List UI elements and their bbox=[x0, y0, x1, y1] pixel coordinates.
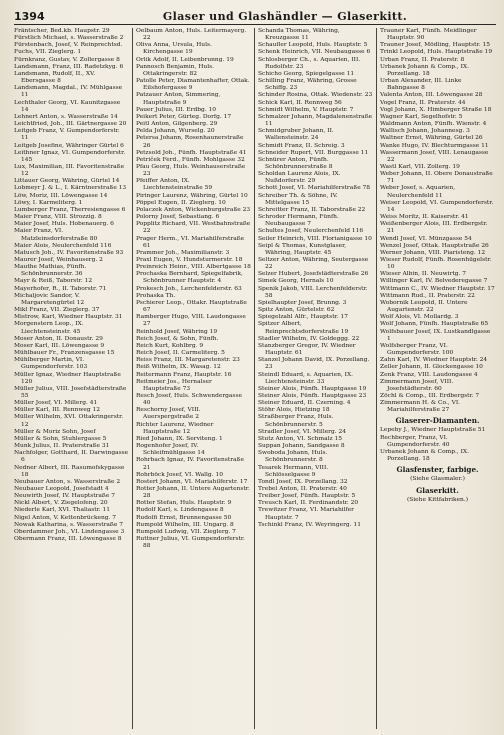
directory-entry: Weiser Leopold, VI. Gumpendorferstr. 14 bbox=[380, 199, 494, 213]
directory-entry: Vogel Franz, II. Praterstr. 44 bbox=[380, 99, 466, 106]
directory-entry: Schreiber Th. & Söhne, IV. Mittelgasse 15 bbox=[258, 192, 338, 206]
directory-entry: Neuwirth Josef, IV. Hauptstraße 7 bbox=[14, 493, 115, 500]
directory-entry: Schott Josef, VI. Mariahilferstraße 78 bbox=[258, 185, 371, 192]
directory-entry: Maier Franz, VIII. Strozzig. 8 bbox=[14, 214, 102, 221]
directory-entry: Steiner Alois, Fünfh. Hauptgasse 19 bbox=[258, 385, 367, 392]
section-note-kitt: (Siehe Kittfabriken.) bbox=[406, 496, 469, 503]
directory-entry: Rohrböck Josef, VI. Wallg. 10 bbox=[136, 471, 223, 478]
directory-entry: Wallisch Johann, Johannesg. 3 bbox=[380, 128, 470, 135]
directory-entry: Schick Karl, II. Rennweg 56 bbox=[258, 99, 342, 106]
directory-entry: Zimmermann Josef, VIII. Josefstädterstr. 60 bbox=[380, 378, 454, 392]
directory-entry: Weißenberger Alois, III. Erdbergstr. 21 bbox=[380, 221, 488, 235]
directory-entry: Löw, Moriz, III. Löwengasse 14 bbox=[14, 192, 108, 199]
directory-entry: Richter Laurenz, Wiedner Hauptstraße 12 bbox=[136, 421, 214, 435]
directory-entry: Steiner Eduard, II. Czerning. 4 bbox=[258, 400, 351, 407]
directory-entry: Tondl Josef, IX. Porzellang. 32 bbox=[258, 478, 348, 485]
directory-entry: Schultes Josef, Neulerchenfeld 116 bbox=[258, 228, 364, 235]
directory-entry: Maurer Josef, Weinhauserg. 2 bbox=[14, 257, 103, 263]
directory-entry: Preinreich Heinr., VIII. Albertgasse 18 bbox=[136, 264, 251, 271]
directory-entry: Obermann Franz, III. Löwengasse 8 bbox=[14, 536, 122, 543]
page-number: 1394 bbox=[14, 10, 45, 23]
directory-entry: Schroder Hermann, Fünfh. Neubaugasse 7 bbox=[258, 214, 339, 228]
directory-entry: Reitmeier Jos., Hernalser Hauptstraße 73 bbox=[136, 378, 212, 392]
directory-entry: Zöchl & Comp., III. Erdbergstr. 7 bbox=[380, 392, 480, 399]
directory-entry: Wolf Johann, Fünfh. Hauptstraße 65 bbox=[380, 321, 489, 328]
directory-entry: Urbanek Johann & Comp., IX. Porzellang. 18 bbox=[380, 448, 469, 463]
directory-entry: Wenzel Josef, Ottak. Hauptstraße 26 bbox=[380, 242, 489, 249]
section-title-diamanten: Glaserer-Diamanten. bbox=[395, 416, 480, 426]
directory-entry: Seltzer Anton, Währing, Seutergasse 22 bbox=[258, 257, 369, 271]
running-title: Glaser und Glashändler — Glaserkitt. bbox=[162, 10, 408, 23]
directory-entry: Morgenstern Leop., IX. Liechtensteinstr. 45 bbox=[14, 321, 84, 335]
directory-entry: Rotter Stefan, Huls. Hauptstr. 9 bbox=[136, 500, 232, 507]
directory-entry: Maier Josef, Huls. Hobenauerg. 6 bbox=[14, 221, 114, 228]
directory-entry: Neubauer Leopold, Josefstadt 4 bbox=[14, 486, 109, 492]
directory-entry: Löwy, I. Karmeliterg. 1 bbox=[14, 199, 83, 206]
directory-entry: Piringer Laurenz, Währing, Gürtel 10 bbox=[136, 192, 248, 199]
directory-entry: Nowak Katharina, s. Wasserstraße 7 bbox=[14, 521, 123, 528]
directory-entry: Ramberger Hugo, VIII. Laudongasse 27 bbox=[136, 314, 246, 328]
directory-entry: Spiegelzahl Alfr., Hauptstr. 17 bbox=[258, 314, 348, 321]
directory-entry: Müller Wilhelm, XVI. Ottakringerstr. 12 bbox=[14, 414, 124, 428]
directory-entry: Prokesch Joh., Lerchenfelderstr. 63 bbox=[136, 285, 242, 292]
directory-entry: Müller Julius, VIII. Josefstädterstraße 55 bbox=[14, 385, 127, 399]
directory-entry: Müller & Moriz Sohn, Josef bbox=[14, 428, 96, 435]
directory-entry: Müller & Sohn, Stuhlergasse 5 bbox=[14, 435, 107, 442]
directory-column-3 bbox=[254, 28, 376, 729]
directory-entry: Nachfolger, Gotthard, II. Darwingasse 6 bbox=[14, 450, 129, 464]
directory-entry: Mistrow, Karl, Wiedner Hauptstr. 31 bbox=[14, 314, 123, 321]
directory-entry: Maier Alois, Neulerchenfeld 116 bbox=[14, 242, 112, 249]
directory-entry: Petzsold Joh., Fünfh. Hauptstraße 41 bbox=[136, 149, 247, 156]
directory-entry: Nickl Albert, V. Ziegelofeng. 20 bbox=[14, 500, 108, 507]
directory-entry: Reich Kurt, Kohlbrg. 9 bbox=[136, 342, 204, 349]
directory-entry: Mikl Franz, VII. Zieglerg. 37 bbox=[14, 307, 100, 314]
directory-entry: Valenta Anton, III. Löwengasse 28 bbox=[380, 92, 483, 99]
directory-entry: Simek Georg, Hernals 10 bbox=[258, 278, 334, 285]
directory-entry: Nigel Anton, V. Kettenbrückeng. 7 bbox=[14, 514, 117, 521]
directory-entry: Leitgeb Josefine, Währinger Gürtel 6 bbox=[14, 142, 124, 149]
directory-entry: Schmidgruber Johann, II. Wallensteinstr. 24 bbox=[258, 128, 334, 142]
directory-entry: Neubauer Anton, s. Wasserstraße 2 bbox=[14, 478, 121, 485]
directory-entry: Willinger Karl, IV. Belvederegasse 7 bbox=[380, 278, 488, 285]
directory-entry: Leitgeb Franz, V. Gumpendorferstr. 11 bbox=[14, 128, 120, 142]
directory-entry: Zeller Johann, II. Glockengasse 10 bbox=[380, 364, 483, 371]
directory-entry: Pfau Georg, Huls. Weinhauserstraße 23 bbox=[136, 163, 246, 178]
directory-entry: Waltner Ernst, Währing, Gürtel 26 bbox=[380, 135, 483, 142]
directory-entry: Spielhaupter Josef, Brunng. 3 bbox=[258, 299, 347, 306]
directory-entry: Vogl Johann, X. Himberger Straße 18 bbox=[380, 106, 492, 113]
directory-entry: Niederle Karl, XVI. Thaliastr. 11 bbox=[14, 507, 111, 514]
directory-entry: Pauer Julius, III. Erdbg. 10 bbox=[136, 106, 217, 113]
directory-entry: Schmalzer Johann, Magdalenenstraße 11 bbox=[258, 113, 373, 128]
directory-entry: Schaufler Leopold, Huls. Hauptstr. 5 bbox=[258, 42, 368, 49]
page-header bbox=[14, 8, 496, 25]
directory-entry: Stanzel Johann David, IX. Porzellang. 23 bbox=[258, 357, 370, 371]
directory-entry: Ruttner Julius, VI. Gumpendorferstr. 88 bbox=[136, 536, 245, 550]
directory-entry: Rudolf Karl, s. Lindengasse 8 bbox=[136, 507, 224, 514]
directory-entry: Fürstenbach, Josef, V. Reinprechtsd. bbox=[14, 42, 123, 49]
directory-entry: Stadler Wilhelm, IV. Goldeggg. 22 bbox=[258, 335, 360, 342]
directory-columns bbox=[14, 28, 498, 729]
directory-entry: Schneider Rupert, VII. Burggasse 11 bbox=[258, 149, 369, 156]
directory-entry: Urbanek Johann & Comp., IX. Porzellang. 18 bbox=[380, 63, 469, 77]
directory-entry: Steindl Eduard, s. Aquarien, IX. Liechtensteinstr. 33 bbox=[258, 371, 354, 385]
directory-entry: Stradler Josef, VI. Millerg. 24 bbox=[258, 428, 347, 435]
directory-entry: Müller Josef, VI. Millerg. 41 bbox=[14, 400, 98, 407]
section-title-kitt: Glaserkitt. bbox=[416, 485, 459, 495]
directory-entry: Landsmann, Magdal., IV. Mühlgasse 11 bbox=[14, 85, 123, 99]
directory-entry: Zahn Karl, IV. Wiedner Hauptstr. 24 bbox=[380, 357, 488, 364]
directory-entry: Petriček Ferd., Fünfh. Mohlgasse 32 bbox=[136, 156, 245, 163]
directory-entry: Schlosberger Ch., s. Aquarien, III. Rudolfstr. 23 bbox=[258, 56, 361, 70]
directory-entry: Schilling Franz, Währing, Grosse Schiffg. 23 bbox=[258, 78, 357, 92]
directory-entry: Wastl Karl, VII. Zollerg. 19 bbox=[380, 163, 460, 170]
directory-entry: Reschorny Josef, VIII. Auerspergstraße 2 bbox=[136, 407, 201, 421]
directory-entry: Wolf Alois, VI. Mollardg. 3 bbox=[380, 314, 459, 321]
directory-entry: Schanda Thomas, Währing, Kreuzgasse 11 bbox=[258, 28, 340, 42]
directory-entry: Polorny Josef, Sebastiang. 6 bbox=[136, 214, 220, 221]
section-title-farbige: Glasfenster, farbige. bbox=[396, 465, 479, 475]
directory-entry: Peikert Peter, Gürteg. Dorfg. 17 bbox=[136, 113, 232, 120]
directory-entry: Straßberger Franz, Huls. Schönbrunnerstr. 5 bbox=[258, 414, 334, 428]
directory-entry: Treusch Karl, II. Ferdinandstr. 20 bbox=[258, 500, 359, 507]
directory-entry: Waldmann Anton, Fünfh. Wienstr. 4 bbox=[380, 121, 487, 128]
directory-entry: Wanke Hugo, IV. Blechturmgasse 11 bbox=[380, 142, 489, 149]
directory-column-1 bbox=[14, 28, 132, 729]
directory-entry: Prager Herm., VI. Mariahilferstraße 61 bbox=[136, 235, 245, 249]
directory-column-4 bbox=[376, 28, 498, 729]
directory-entry: Scholdan Laurenz Alois, IX. Nußdorferstr. 29 bbox=[258, 171, 341, 185]
directory-entry: Littauer Georg, Währing, Gürtel 14 bbox=[14, 178, 120, 185]
directory-entry: Zimmermann H. & Co., VI. Mariahilferstraße 27 bbox=[380, 400, 461, 414]
directory-entry: Reitermann Franz, Hauptstr. 16 bbox=[136, 371, 232, 378]
directory-entry: Munk Julius, II. Praterstraße 31 bbox=[14, 443, 110, 450]
directory-entry: Leithner Ignaz, VI. Gumpendorferstr. 145 bbox=[14, 149, 126, 163]
directory-entry: Urban Franz, II. Praterstr. 8 bbox=[380, 56, 465, 63]
directory-entry: Pannosch Benjamin, Huls. Ottakringerstr. 82 bbox=[136, 63, 214, 77]
directory-entry: Oelbaum Anton, Huls. Leitermayerg. 22 bbox=[136, 28, 247, 42]
directory-entry: Rumpold Ludwig, VII. Zieglerg. 7 bbox=[136, 528, 236, 535]
directory-entry: Lobmeyr J. & L., I. Kärntnerstraße 13 bbox=[14, 185, 127, 192]
directory-entry: Stutz Anton, VI. Schmalz 15 bbox=[258, 435, 342, 442]
directory-entry: Schreitter Franz, II. Taborstraße 22 bbox=[258, 206, 366, 213]
directory-entry: Ried Johann, IX. Serviteng. 1 bbox=[136, 435, 223, 442]
directory-entry: Moser Anton, II. Donaustr. 29 bbox=[14, 335, 103, 342]
directory-entry: Lux, Maximilian, III. Favoritenstraße 12 bbox=[14, 163, 125, 178]
directory-entry: Swoboda Johann, Huls. Schönbrunnerstr. 8 bbox=[258, 450, 328, 464]
directory-entry: Trauner Karl, Fünfh. Meidlinger Hauptstr. 90 bbox=[380, 28, 477, 42]
directory-entry: Moser Karl, III. Löwengasse 9 bbox=[14, 342, 105, 349]
directory-entry: Reinhold Josef, Währing 19 bbox=[136, 328, 218, 335]
directory-entry: Rostert Johann, VI. Mariahilferstr. 17 bbox=[136, 478, 248, 485]
directory-entry: Prochaska Bernhard, Spiegelfabrik, Schönbrunner Hauptstr. 4 bbox=[136, 271, 243, 285]
directory-entry: Spitz Anton, Gürtelstr. 62 bbox=[258, 307, 335, 314]
directory-entry: Trinkl Leopold, Huls. Hauptstraße 19 bbox=[380, 49, 493, 56]
directory-entry: Schmidt Wilhelm, V. Hauptstr. 7 bbox=[258, 106, 354, 113]
directory-entry: Mayerhofer, R., II. Taborstr. 71 bbox=[14, 285, 107, 292]
directory-entry: Steiner Alois, Fünfh. Hauptgasse 23 bbox=[258, 392, 367, 399]
directory-entry: Rechberger, Franz, VI. Gumpendorferstr. 40 bbox=[380, 434, 450, 448]
directory-entry: Wieser Rudolf, Fünfh. Rosenhügelstr. 10 bbox=[380, 257, 492, 271]
directory-entry: Fürnkranz, Gustav, V. Zollergasse 8 bbox=[14, 56, 120, 63]
directory-entry: Prohaska Th. bbox=[136, 292, 176, 299]
directory-entry: Oliva Anna, Ursula, Huls. Kirchengasse 19 bbox=[136, 42, 212, 56]
directory-entry: Pöppel Eugen, II. Zieglerg. 10 bbox=[136, 199, 226, 206]
directory-entry: Schmidt Franz, II. Schreig. 3 bbox=[258, 142, 345, 149]
directory-entry: Trewitzer Franz, VI. Mariahilfer Hauptstr. 7 bbox=[258, 507, 354, 521]
directory-entry: Werner Johann, VIII. Piaristeng. 12 bbox=[380, 249, 486, 256]
directory-entry: Trauner Josef, Mödling, Hauptstr. 15 bbox=[380, 42, 490, 49]
directory-entry: Seiler Heinrich, VIII. Florianigasse 10 bbox=[258, 235, 372, 242]
directory-entry: Praxl Eugen, V. Hundsturmerstr. 18 bbox=[136, 257, 243, 263]
directory-entry: Nedner Albert, III. Rasumofskygasse 18 bbox=[14, 464, 125, 478]
column-4-entries bbox=[380, 28, 495, 414]
directory-entry: Pschierer Leop., Ottakr. Hauptstraße 67 bbox=[136, 299, 247, 314]
directory-entry: Schicho Georg, Spiegelgasse 11 bbox=[258, 70, 355, 77]
directory-entry: Weber Josef, s. Aquarien, Neulerchenfeld 11 bbox=[380, 185, 456, 199]
directory-entry: Wagner Karl, Segelhofstr. 5 bbox=[380, 113, 463, 120]
directory-entry: Michaljovic Sandor, V. Margaretengürtel 12 bbox=[14, 292, 85, 306]
directory-entry: Suppan Johann, Sandgasse 8 bbox=[258, 443, 345, 450]
directory-entry: Rumpold Wilhelm, III. Ungarg. 8 bbox=[136, 521, 234, 528]
directory-entry: Tesarek Hermann, VIII. Schlösselgasse 9 bbox=[258, 464, 329, 478]
directory-entry: Lumberger Franz, Therresiengasse 6 bbox=[14, 206, 126, 213]
directory-column-2 bbox=[132, 28, 254, 729]
directory-entry: Wobornik Leopold, II. Untere Augartenstr. 22 bbox=[380, 299, 468, 314]
directory-entry: Schenk Heinrich, VII. Neubaugasse 6 bbox=[258, 49, 371, 56]
directory-entry: Mühlberger Martin, VI. Gumpendorferstr. 103 bbox=[14, 357, 88, 371]
section-note-farbige: (Siehe Glasmaler.) bbox=[410, 476, 465, 483]
directory-entry: Wolfsbauer Josef, IX. Lustkandlgasse 1 bbox=[380, 328, 491, 342]
directory-entry: Zenk Franz, VIII. Laudongasse 4 bbox=[380, 371, 478, 378]
directory-entry: Matusch Joh., IV. Favoritenstraße 93 bbox=[14, 249, 124, 256]
directory-entry: Mayr & Reiß, Taborstr. 12 bbox=[14, 278, 93, 285]
directory-entry: Trebel Anton, II. Praterstr. 40 bbox=[258, 486, 347, 492]
directory-entry: Pfeiffer Anton, IX. Liechtensteinstraße 59 bbox=[136, 178, 213, 192]
directory-entry: Patolle Peter, Diamantenhafter, Ottak. Eilshofergasse 9 bbox=[136, 78, 250, 92]
directory-entry: Fürstlich Michael, s. Wasserstraße 2 bbox=[14, 35, 124, 42]
directory-entry: Rotter Johann, II. Untere Augartenstr. 28 bbox=[136, 486, 250, 500]
directory-entry: Wassermann Josef, VIII. Lenaugasse 22 bbox=[380, 149, 489, 163]
directory-entry: Spitzer Albert, Reinprechtsdorferstraße 19 bbox=[258, 321, 349, 335]
directory-entry: Weber Johann, II. Obere Donaustraße 71 bbox=[380, 171, 493, 185]
directory-entry: Treiber Josef, Fünfh. Hauptstr. 5 bbox=[258, 493, 356, 500]
directory-entry: Stöhr Alois, Hietzing 18 bbox=[258, 407, 330, 414]
directory-entry: Tschinkl Franz, IV. Weyringerg. 11 bbox=[258, 521, 361, 528]
directory-entry: Prammer Joh., Maximilianstr. 3 bbox=[136, 249, 230, 256]
directory-entry: Polaczek Anton, Wickenburgstraße 23 bbox=[136, 206, 251, 213]
directory-entry: Patzauer Anton, Simmering, Hauptstraße 9 bbox=[136, 92, 221, 106]
directory-entry: Lehnert Anton, s. Wasserstraße 14 bbox=[14, 113, 118, 120]
directory-entry: Wittmann Rud., II. Praterstr. 22 bbox=[380, 292, 475, 299]
directory-entry: Selzer Hubert, Josefstädterstraße 26 bbox=[258, 271, 369, 278]
directory-entry: Popplitz Richard, VII. Westbahnstraße 22 bbox=[136, 221, 251, 235]
directory-entry: Reiß Wilhelm, IX. Wasag. 12 bbox=[136, 364, 221, 371]
directory-entry: Landsmann, Rudolf, II., XV. Ebersgasse 8 bbox=[14, 70, 96, 85]
directory-entry: Seipl & Thomas, Kunstglaser, Währing, Hauptstr. 45 bbox=[258, 242, 347, 256]
directory-entry: Reich Josef, II. Carmeliterg. 5 bbox=[136, 350, 225, 357]
directory-entry: Rudolfi Ernst, Brunnengasse 50 bbox=[136, 514, 232, 521]
directory-entry: Oberdammer Joh., VI. Lindengasse 3 bbox=[14, 528, 125, 535]
directory-entry: Rogenhofer Josef, IV. Schleifmühlgasse 14 bbox=[136, 443, 205, 457]
directory-entry: Reich Josef, & Sohn, Fünfh. bbox=[136, 335, 219, 342]
directory-entry: Leichtfried, Joh., III. Gärtnergasse 20 bbox=[14, 121, 127, 128]
directory-entry: Rohrbach Ignaz, IV. Favoritenstraße 21 bbox=[136, 457, 244, 471]
directory-entry: Wieser Albin, II. Neuwirtg. 7 bbox=[380, 271, 467, 278]
directory-entry: Fräntscher, Bed.kb. Haupstr. 29 bbox=[14, 28, 110, 34]
directory-entry: Wolfsberger Franz, VI. Gumpendorferstr. 100 bbox=[380, 342, 454, 357]
directory-entry: Müller Karl, III. Rennweg 12 bbox=[14, 407, 101, 414]
directory-entry: Urban Alexander, III. Linke Bahngasse 8 bbox=[380, 78, 462, 92]
directory-entry: Müller Ignaz, Wiedner Hauptstraße 120 bbox=[14, 371, 121, 385]
directory-entry: Landsmann, Franz, III. Radetzkyg. 6 bbox=[14, 63, 124, 70]
directory-entry: Orlik Adolf, II. Leibenbrunng. 19 bbox=[136, 56, 234, 63]
directory-entry: Wittmann C., IV. Wiedner Hauptstr. 17 bbox=[380, 285, 495, 292]
directory-entry: Stanzberger Gregor, IV. Wiedner Hauptstr. 61 bbox=[258, 342, 356, 357]
directory-entry: Resch Josef, Huls. Schwendergasse 40 bbox=[136, 392, 242, 407]
directory-entry: Pelda Johann, Wurselg. 20 bbox=[136, 128, 215, 135]
directory-entry: Schnürer Anton, Fünfh. Schönbrunnerstraße 8 bbox=[258, 156, 333, 170]
directory-entry: Petersa Johann, Rosenhaunerstraße 26 bbox=[136, 135, 244, 149]
directory-entry: Weiss Moritz, II. Kaiserstr. 41 bbox=[380, 214, 469, 221]
directory-entry: Lechthaler Georg, VI. Kaunitzgasse 14 bbox=[14, 99, 121, 113]
directory-entry: Peitl Anton, Gilgenberg. 29 bbox=[136, 121, 218, 128]
directory-entry: Fuchs, VII. Zieglerg. 1 bbox=[14, 49, 82, 56]
directory-entry: Lepeby J., Wiedner Hauptstraße 51 bbox=[380, 427, 486, 434]
directory-entry: Spenik Jakob, VIII. Lerchenfelderstr. 58 bbox=[258, 285, 368, 299]
diamanten-entries bbox=[380, 427, 495, 463]
directory-entry: Wendl Josef, VI. Münzgasse 54 bbox=[380, 235, 472, 242]
directory-entry: Reiss Franz, III. Margaretenstr. 23 bbox=[136, 357, 240, 364]
directory-entry: Schinder Rosina, Ottak. Wiedenstr. 23 bbox=[258, 92, 373, 99]
directory-entry: Mauthe Mathias, Fünfh. Schönbrunnerstr. 36 bbox=[14, 264, 87, 278]
directory-entry: Mühlbauer Fr., Franzensgasse 15 bbox=[14, 350, 115, 357]
directory-entry: Maier Franz, VI. Matzleinsdorferstraße 80 bbox=[14, 228, 98, 242]
